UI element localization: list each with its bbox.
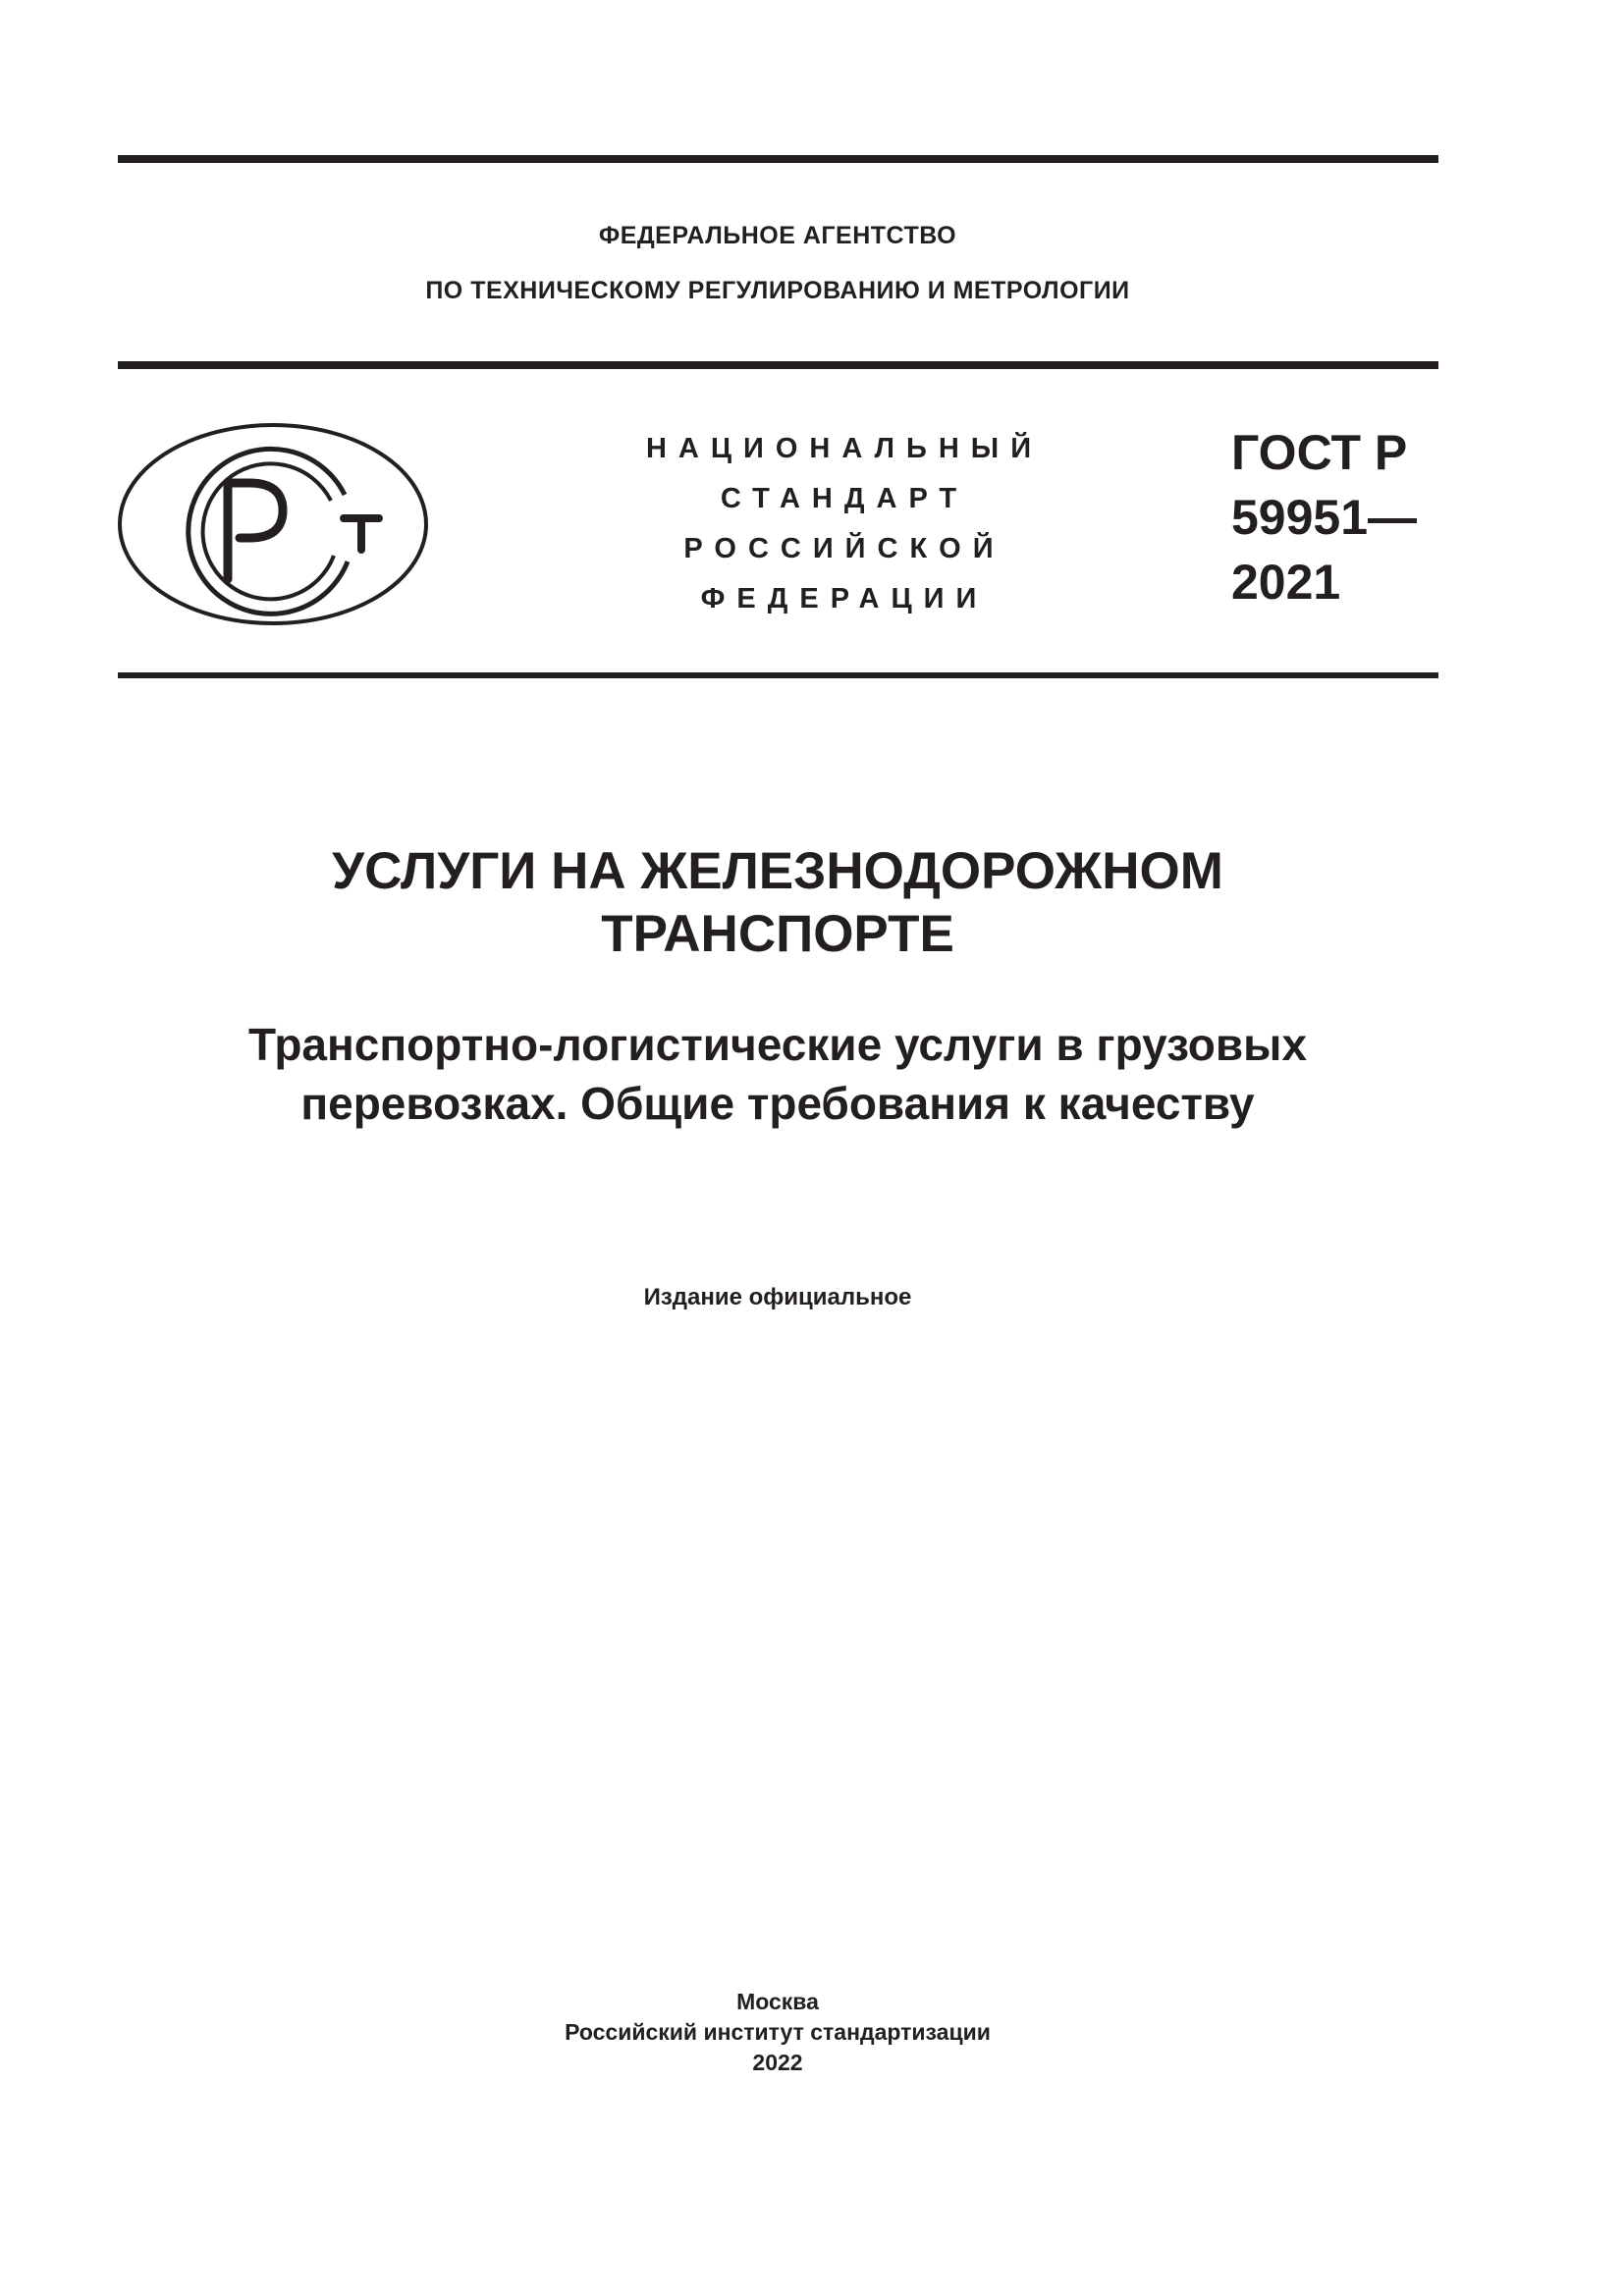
- designation-line-1: ГОСТ Р: [1231, 425, 1408, 480]
- publisher-imprint: [0, 1987, 1555, 2078]
- national-standard-line: ФЕДЕРАЦИИ: [700, 583, 989, 614]
- national-standard-line: НАЦИОНАЛЬНЫЙ: [645, 433, 1044, 464]
- agency-name-line-1: ФЕДЕРАЛЬНОЕ АГЕНТСТВО: [598, 222, 957, 249]
- national-standard-line: СТАНДАРТ: [720, 483, 969, 514]
- publication-year: 2022: [752, 2050, 803, 2075]
- document-title-line-1: УСЛУГИ НА ЖЕЛЕЗНОДОРОЖНОМ: [332, 842, 1223, 900]
- document-title: [0, 840, 1555, 966]
- document-subtitle-line-1: Транспортно-логистические услуги в грузовых: [247, 1019, 1308, 1070]
- header-rule: [118, 361, 1438, 369]
- publisher-institute: Российский институт стандартизации: [565, 2019, 991, 2045]
- agency-name-line-2: ПО ТЕХНИЧЕСКОМУ РЕГУЛИРОВАНИЮ И МЕТРОЛОГИИ: [425, 277, 1130, 304]
- document-title-line-2: ТРАНСПОРТЕ: [601, 905, 954, 963]
- edition-note: Издание официальное: [643, 1284, 912, 1310]
- designation-rule: [118, 672, 1438, 678]
- standard-designation: [1231, 420, 1417, 614]
- designation-line-2: 59951—: [1231, 490, 1418, 545]
- publisher-city: Москва: [736, 1989, 819, 2014]
- top-rule: [118, 155, 1438, 163]
- document-subtitle: [0, 1015, 1555, 1133]
- national-standard-line: РОССИЙСКОЙ: [683, 533, 1005, 564]
- designation-line-3: 2021: [1231, 555, 1341, 610]
- national-standard-label: [589, 424, 1100, 624]
- document-subtitle-line-2: перевозках. Общие требования к качеству: [300, 1078, 1255, 1129]
- rst-certification-mark-icon: [116, 420, 430, 628]
